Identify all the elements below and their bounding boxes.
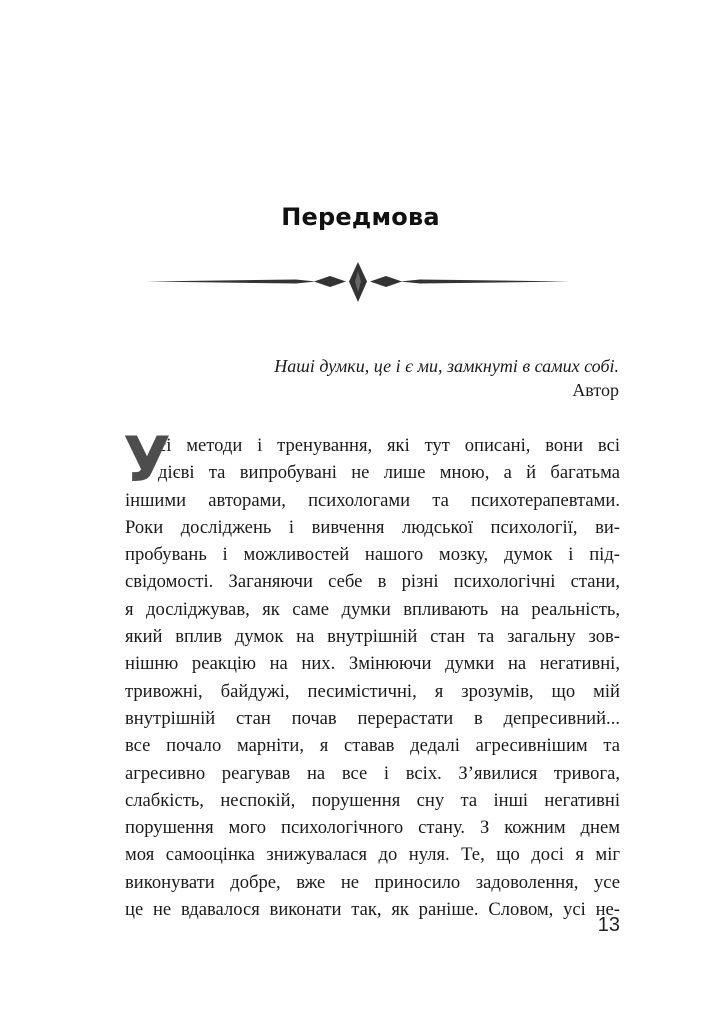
ornament-divider-icon — [146, 262, 570, 302]
chapter-title: Передмова — [281, 203, 440, 231]
paragraph-line: все почало марніти, я ставав дедалі агресивнішим та — [125, 735, 620, 757]
paragraph-line: виконувати добре, вже не приносило задоволення, усе — [125, 871, 620, 893]
paragraph-line: сі методи і тренування, які тут описані, вони всі — [158, 435, 620, 456]
main-paragraph — [123, 423, 620, 923]
epigraph — [274, 354, 619, 402]
paragraph-line: слабкість, неспокій, порушення сну та інші негативні — [125, 789, 620, 811]
epigraph-author: Автор — [572, 380, 619, 400]
paragraph-line: який вплив думок на внутрішній стан та загальну зов- — [125, 626, 620, 648]
drop-cap: У — [123, 423, 171, 496]
paragraph-line: це не вдавалося виконати так, як раніше. Словом, усі не- — [125, 899, 620, 921]
paragraph-line: Роки досліджень і вивчення людської психології, ви- — [125, 516, 620, 538]
paragraph-line: свідомості. Заганяючи себе в різні психологічні стани, — [125, 571, 620, 593]
paragraph-line: пробувань і можливостей нашого мозку, думок і під- — [125, 544, 620, 566]
paragraph-line: дієві та випробувані не лише мною, а й багатьма — [158, 462, 620, 484]
paragraph-line: тривожні, байдужі, песимістичні, я зрозумів, що мій — [125, 680, 620, 702]
epigraph-quote: Наші думки, це і є ми, замкнуті в самих собі. — [274, 356, 619, 376]
paragraph-line: внутрішній стан почав перерастати в депресивний... — [125, 707, 620, 729]
paragraph-line: порушення мого психологічного стану. З кожним днем — [125, 817, 620, 839]
page-number: 13 — [597, 914, 620, 936]
paragraph-line: моя самооцінка знижувалася до нуля. Те, що досі я міг — [125, 844, 620, 866]
paragraph-line: я досліджував, як саме думки впливають на реальність, — [125, 598, 620, 620]
paragraph-line: агресивно реагував на все і всіх. З’явилися тривога, — [125, 762, 620, 784]
paragraph-line: іншими авторами, психологами та психотерапевтами. — [125, 489, 620, 511]
paragraph-line: нішню реакцію на них. Змінюючи думки на негативні, — [125, 653, 620, 675]
